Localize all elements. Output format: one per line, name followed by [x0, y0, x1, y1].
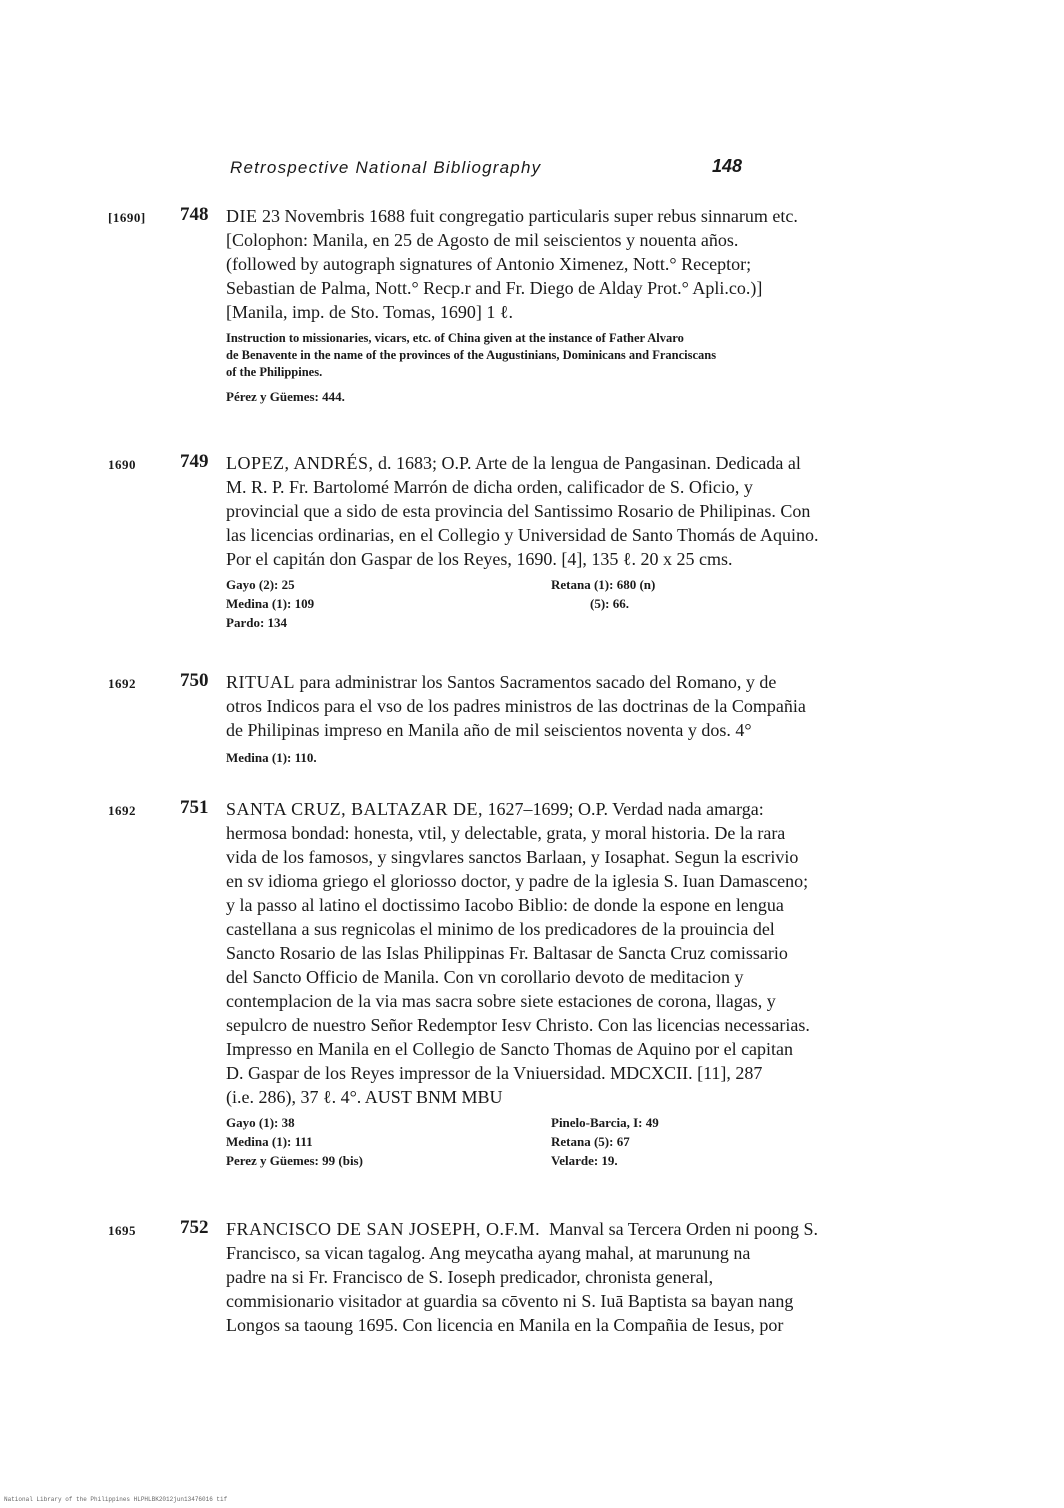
entry-body: [226, 451, 876, 632]
entry-references: Gayo (1): 38 Medina (1): 111 Perez y Güemes: 99 (bis) Pinelo-Barcia, I: 49 Retana (5): 67 Velarde: 19.: [226, 1115, 659, 1168]
running-header: [230, 152, 770, 184]
entry-year: [1690]: [108, 210, 146, 225]
scan-footer: National Library of the Philippines HLPHLBK2012jun13476016 tif: [4, 1496, 228, 1503]
entry-line: LOPEZ, ANDRÉS, d. 1683; O.P. Arte de la lengua de Pangasinan. Dedicada al: [226, 453, 801, 473]
entry-number: 752: [180, 1217, 209, 1238]
entry-heading: RITUAL: [226, 672, 295, 692]
entry-line: Por el capitán don Gaspar de los Reyes, 1690. [4], 135 ℓ. 20 x 25 cms.: [226, 549, 733, 569]
entry-number: 750: [180, 670, 209, 691]
entry-line: (i.e. 286), 37 ℓ. 4°. AUST BNM MBU: [226, 1087, 503, 1107]
page-number: 148: [712, 156, 743, 176]
entry-line: de Philipinas impreso en Manila año de mil seiscientos noventa y dos. 4°: [226, 720, 752, 740]
entry-references: Medina (1): 110.: [226, 750, 317, 765]
entry-heading: LOPEZ, ANDRÉS,: [226, 453, 374, 473]
entry-line: sepulcro de nuestro Señor Redemptor Iesv Christo. Con las licencias necessarias.: [226, 1015, 810, 1035]
entry-heading: DIE: [226, 206, 258, 226]
entry-line: D. Gaspar de los Reyes impressor de la Vniuersidad. MDCXCII. [11], 287: [226, 1063, 763, 1083]
entry-line: padre na si Fr. Francisco de S. Ioseph predicador, chronista general,: [226, 1267, 714, 1287]
entry-line: las licencias ordinarias, en el Collegio y Universidad de Santo Thomás de Aquino.: [226, 525, 819, 545]
entry-line: Sancto Rosario de las Islas Philippinas Fr. Baltasar de Sancta Cruz comissario: [226, 943, 788, 963]
entry-line: vida de los famosos, y singvlares sanctos Barlaan, y Iosaphat. Segun la escrivio: [226, 847, 799, 867]
entry-line: commisionario visitador at guardia sa cōvento ni S. Iuā Baptista sa bayan nang: [226, 1291, 794, 1311]
running-title: Retrospective National Bibliography: [230, 158, 542, 177]
entry-year: 1695: [108, 1223, 136, 1238]
entry-line: hermosa bondad: honesta, vtil, y delectable, grata, y moral historia. De la rara: [226, 823, 786, 843]
entry-line: (followed by autograph signatures of Antonio Ximenez, Nott.° Receptor;: [226, 254, 752, 274]
entry-line: M. R. P. Fr. Bartolomé Marrón de dicha orden, calificador de S. Oficio, y: [226, 477, 753, 497]
entry-year: 1692: [108, 803, 136, 818]
entry-line: y la passo al latino el doctissimo Iacobo Biblio: de donde la espone en lengua: [226, 895, 784, 915]
entry-line: Longos sa taoung 1695. Con licencia en Manila en la Compañia de Iesus, por: [226, 1315, 784, 1335]
entry-line: contemplacion de la via mas sacra sobre siete estaciones de corona, llagas, y: [226, 991, 776, 1011]
entry-line: en sv idioma griego el gloriosso doctor, y padre de la iglesia S. Iuan Damasceno;: [226, 871, 809, 891]
entry-references: Gayo (2): 25 Medina (1): 109 Pardo: 134 Retana (1): 680 (n) (5): 66.: [226, 577, 656, 630]
entry-number: 749: [180, 451, 209, 472]
entry-body: [226, 670, 876, 767]
entry-line: otros Indicos para el vso de los padres ministros de las doctrinas de la Compañia: [226, 696, 806, 716]
entry-line: Sebastian de Palma, Nott.° Recp.r and Fr. Diego de Alday Prot.° Apli.co.)]: [226, 278, 763, 298]
entry-line: [Manila, imp. de Sto. Tomas, 1690] 1 ℓ.: [226, 302, 514, 322]
entry-body: [226, 1217, 876, 1337]
entry-line: provincial que a sido de esta provincia del Santissimo Rosario de Philipinas. Con: [226, 501, 811, 521]
entry-line: castellana a sus regnicolas el minimo de los predicadores de la prouincia del: [226, 919, 775, 939]
entry-line: del Sancto Officio de Manila. Con vn corollario devoto de meditacion y: [226, 967, 744, 987]
entry-references: Pérez y Güemes: 444.: [226, 389, 345, 404]
entry-number: 751: [180, 797, 209, 818]
entry-line: DIE 23 Novembris 1688 fuit congregatio particularis super rebus sinnarum etc.: [226, 206, 798, 226]
entry-year: 1692: [108, 676, 136, 691]
entry-line: SANTA CRUZ, BALTAZAR DE, 1627–1699; O.P. Verdad nada amarga:: [226, 799, 764, 819]
entry-number: 748: [180, 204, 209, 225]
entry-line: RITUAL para administrar los Santos Sacramentos sacado del Romano, y de: [226, 672, 777, 692]
entry-annotation: Instruction to missionaries, vicars, etc. of China given at the instance of Father Alvaro de Benavente in the name of the provinces of the Augustinians, Dominicans and Franciscans of the Philippines.: [226, 331, 717, 379]
entry-line: [Colophon: Manila, en 25 de Agosto de mil seiscientos y nouenta años.: [226, 230, 739, 250]
entry-line: FRANCISCO DE SAN JOSEPH, O.F.M. Manval sa Tercera Orden ni poong S.: [226, 1219, 818, 1239]
entry-body: [226, 204, 876, 406]
entry-heading: FRANCISCO DE SAN JOSEPH, O.F.M.: [226, 1219, 541, 1239]
entry-line: Francisco, sa vican tagalog. Ang meycatha ayang mahal, at marunung na: [226, 1243, 751, 1263]
entry-body: [226, 797, 876, 1170]
entry-year: 1690: [108, 457, 136, 472]
entry-heading: SANTA CRUZ, BALTAZAR DE,: [226, 799, 483, 819]
entry-line: Impresso en Manila en el Collegio de Sancto Thomas de Aquino por el capitan: [226, 1039, 794, 1059]
